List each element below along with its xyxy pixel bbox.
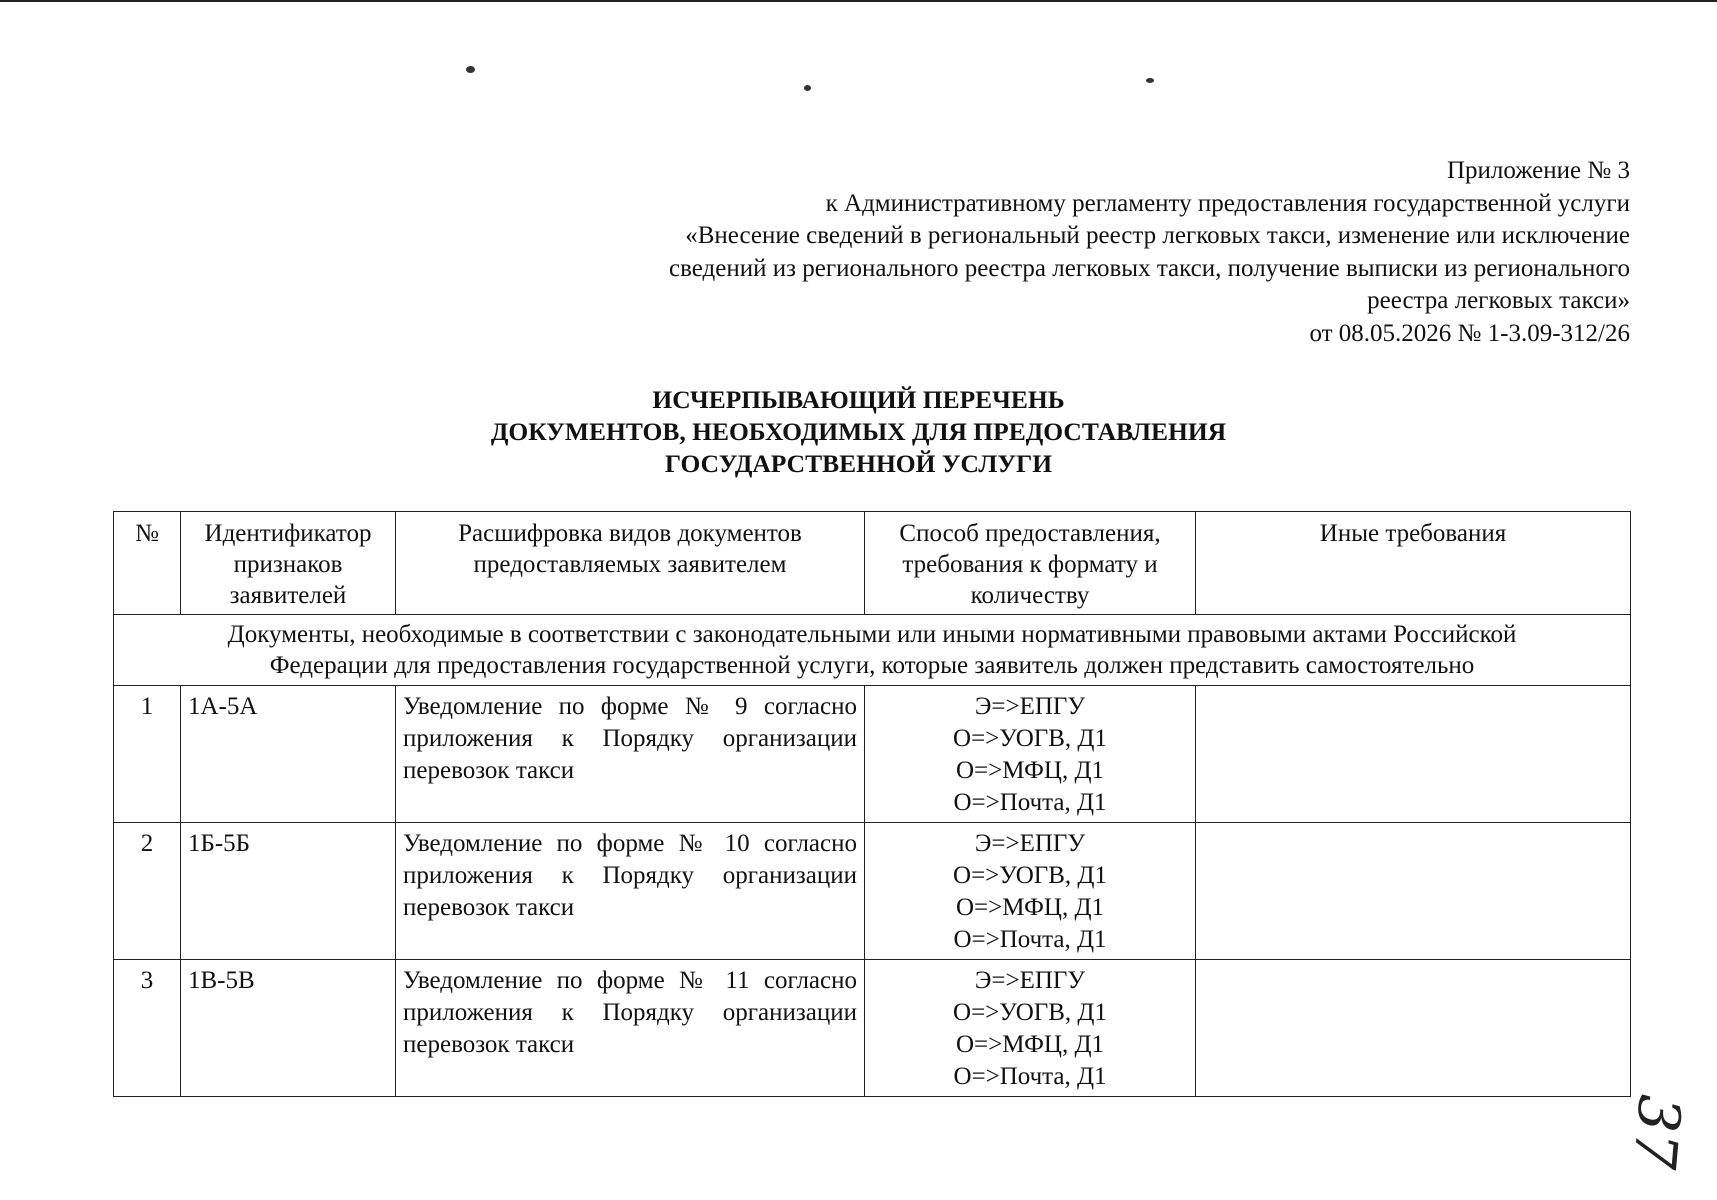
method-line: О=>МФЦ, Д1 [955, 1031, 1104, 1058]
row-methods [865, 823, 1196, 960]
method-line: Э=>ЕПГУ [974, 830, 1086, 857]
method-line: О=>Почта, Д1 [953, 789, 1107, 816]
row-methods [865, 686, 1196, 823]
header-submission-method: Способ предоставления, требования к формату и количеству [865, 512, 1196, 615]
row-other-requirements [1196, 960, 1631, 1097]
method-line: О=>УОГВ, Д1 [953, 999, 1107, 1026]
method-line: Э=>ЕПГУ [974, 693, 1086, 720]
row-num: 1 [114, 686, 181, 823]
title-line-3: ГОСУДАРСТВЕННОЙ УСЛУГИ [664, 449, 1053, 478]
appendix-service-name: «Внесение сведений в региональный реестр легковых такси, изменение или исключение сведений из регионального реестра легковых такси, получение выписки из регионального реестра легковых такси» [669, 222, 1630, 314]
title-line-1: ИСЧЕРПЫВАЮЩИЙ ПЕРЕЧЕНЬ [652, 385, 1065, 414]
appendix-regulation: к Административному регламенту предоставления государственной услуги [825, 189, 1630, 217]
row-num: 2 [114, 823, 181, 960]
page-top-edge [0, 0, 1717, 2]
section-row [114, 615, 1631, 686]
method-line: Э=>ЕПГУ [974, 967, 1086, 994]
documents-table [113, 511, 1631, 1097]
scan-speck [1146, 78, 1154, 83]
table-header-row [114, 512, 1631, 615]
header-other-requirements: Иные требования [1196, 512, 1631, 615]
row-applicant-id: 1А-5А [181, 686, 396, 823]
row-document: Уведомление по форме № 10 согласно приложения к Порядку организации перевозок такси [396, 823, 865, 960]
section-caption [114, 615, 1631, 686]
header-num: № [114, 512, 181, 615]
section-caption-line-1: Документы, необходимые в соответствии с законодательными или иными нормативными правовыми актами Российской [227, 621, 1517, 648]
header-applicant-id: Идентификатор признаков заявителей [181, 512, 396, 615]
method-line: О=>МФЦ, Д1 [955, 757, 1104, 784]
row-document: Уведомление по форме № 9 согласно приложения к Порядку организации перевозок такси [396, 686, 865, 823]
row-applicant-id: 1Б-5Б [181, 823, 396, 960]
method-line: О=>МФЦ, Д1 [955, 894, 1104, 921]
method-line: О=>Почта, Д1 [953, 1063, 1107, 1090]
scan-speck [804, 85, 811, 91]
method-line: О=>УОГВ, Д1 [953, 862, 1107, 889]
appendix-number: Приложение № 3 [1446, 157, 1630, 184]
row-document: Уведомление по форме № 11 согласно приложения к Порядку организации перевозок такси [396, 960, 865, 1097]
table-row [114, 686, 1631, 823]
row-other-requirements [1196, 686, 1631, 823]
method-line: О=>Почта, Д1 [953, 926, 1107, 953]
handwritten-page-number: 37 [1619, 1092, 1694, 1172]
document-title [0, 384, 1717, 480]
row-applicant-id: 1В-5В [181, 960, 396, 1097]
title-line-2: ДОКУМЕНТОВ, НЕОБХОДИМЫХ ДЛЯ ПРЕДОСТАВЛЕНИЯ [490, 417, 1227, 446]
section-caption-line-2: Федерации для предоставления государственной услуги, которые заявитель должен представить самостоятельно [269, 652, 1475, 679]
appendix-header [650, 155, 1630, 350]
table-row [114, 960, 1631, 1097]
table-row [114, 823, 1631, 960]
header-document-decoding: Расшифровка видов документов предоставляемых заявителем [396, 512, 865, 615]
row-other-requirements [1196, 823, 1631, 960]
row-methods [865, 960, 1196, 1097]
scan-speck [466, 66, 475, 73]
appendix-date-number: от 08.05.2026 № 1-3.09-312/26 [1309, 319, 1630, 347]
row-num: 3 [114, 960, 181, 1097]
method-line: О=>УОГВ, Д1 [953, 725, 1107, 752]
